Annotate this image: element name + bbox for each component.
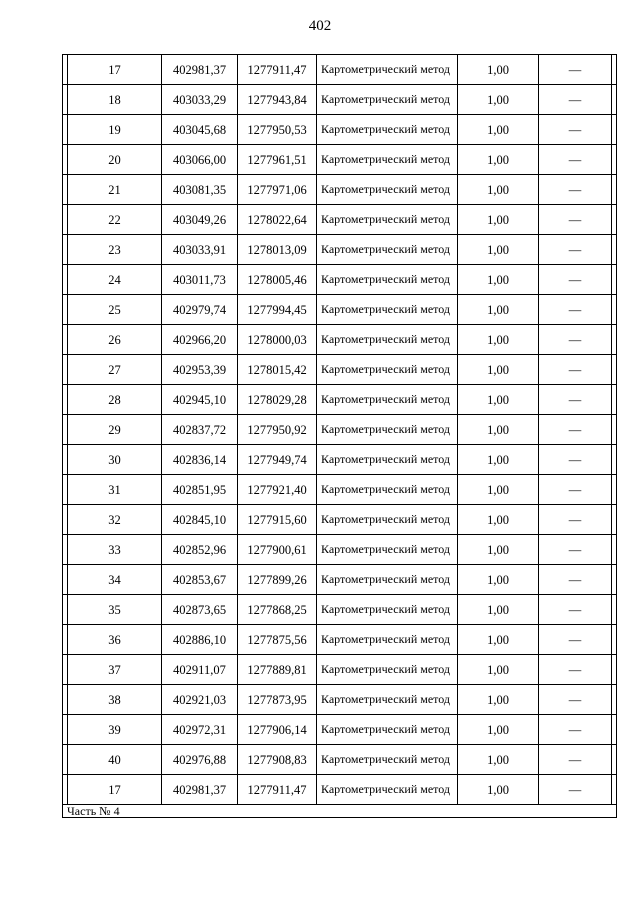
point-number-cell: 22 <box>68 205 162 235</box>
accuracy-cell: 1,00 <box>458 565 539 595</box>
accuracy-cell: 1,00 <box>458 325 539 355</box>
point-number-cell: 39 <box>68 715 162 745</box>
method-cell: Картометрический метод <box>317 445 458 475</box>
x-coordinate-cell: 402966,20 <box>162 325 238 355</box>
point-number-cell: 24 <box>68 265 162 295</box>
y-coordinate-cell: 1277971,06 <box>238 175 317 205</box>
accuracy-cell: 1,00 <box>458 385 539 415</box>
y-coordinate-cell: 1277950,53 <box>238 115 317 145</box>
y-coordinate-cell: 1277950,92 <box>238 415 317 445</box>
point-number-cell: 37 <box>68 655 162 685</box>
x-coordinate-cell: 402873,65 <box>162 595 238 625</box>
method-cell: Картометрический метод <box>317 295 458 325</box>
method-cell: Картометрический метод <box>317 115 458 145</box>
point-number-cell: 28 <box>68 385 162 415</box>
method-cell: Картометрический метод <box>317 205 458 235</box>
description-cell: — <box>539 355 612 385</box>
point-number-cell: 18 <box>68 85 162 115</box>
description-cell: — <box>539 445 612 475</box>
description-cell: — <box>539 625 612 655</box>
table-row <box>63 175 617 205</box>
x-coordinate-cell: 402837,72 <box>162 415 238 445</box>
y-coordinate-cell: 1277911,47 <box>238 55 317 85</box>
x-coordinate-cell: 402845,10 <box>162 505 238 535</box>
table-row <box>63 325 617 355</box>
x-coordinate-cell: 403049,26 <box>162 205 238 235</box>
x-coordinate-cell: 402981,37 <box>162 55 238 85</box>
accuracy-cell: 1,00 <box>458 595 539 625</box>
accuracy-cell: 1,00 <box>458 775 539 805</box>
table-row <box>63 715 617 745</box>
y-coordinate-cell: 1277908,83 <box>238 745 317 775</box>
description-cell: — <box>539 325 612 355</box>
y-coordinate-cell: 1278013,09 <box>238 235 317 265</box>
y-coordinate-cell: 1277915,60 <box>238 505 317 535</box>
y-coordinate-cell: 1278015,42 <box>238 355 317 385</box>
method-cell: Картометрический метод <box>317 265 458 295</box>
edge-cell <box>612 595 617 625</box>
edge-cell <box>612 325 617 355</box>
table-body <box>63 55 617 818</box>
point-number-cell: 33 <box>68 535 162 565</box>
edge-cell <box>612 385 617 415</box>
method-cell: Картометрический метод <box>317 535 458 565</box>
y-coordinate-cell: 1278000,03 <box>238 325 317 355</box>
accuracy-cell: 1,00 <box>458 445 539 475</box>
method-cell: Картометрический метод <box>317 595 458 625</box>
method-cell: Картометрический метод <box>317 655 458 685</box>
method-cell: Картометрический метод <box>317 325 458 355</box>
x-coordinate-cell: 402981,37 <box>162 775 238 805</box>
method-cell: Картометрический метод <box>317 625 458 655</box>
accuracy-cell: 1,00 <box>458 55 539 85</box>
edge-cell <box>612 55 617 85</box>
y-coordinate-cell: 1277906,14 <box>238 715 317 745</box>
x-coordinate-cell: 402852,96 <box>162 535 238 565</box>
y-coordinate-cell: 1277900,61 <box>238 535 317 565</box>
description-cell: — <box>539 745 612 775</box>
description-cell: — <box>539 115 612 145</box>
accuracy-cell: 1,00 <box>458 505 539 535</box>
description-cell: — <box>539 85 612 115</box>
table-row <box>63 295 617 325</box>
description-cell: — <box>539 295 612 325</box>
y-coordinate-cell: 1277911,47 <box>238 775 317 805</box>
edge-cell <box>612 175 617 205</box>
point-number-cell: 34 <box>68 565 162 595</box>
point-number-cell: 21 <box>68 175 162 205</box>
edge-cell <box>612 745 617 775</box>
x-coordinate-cell: 403011,73 <box>162 265 238 295</box>
x-coordinate-cell: 402945,10 <box>162 385 238 415</box>
x-coordinate-cell: 402921,03 <box>162 685 238 715</box>
description-cell: — <box>539 475 612 505</box>
description-cell: — <box>539 685 612 715</box>
y-coordinate-cell: 1277961,51 <box>238 145 317 175</box>
point-number-cell: 35 <box>68 595 162 625</box>
table-row <box>63 265 617 295</box>
y-coordinate-cell: 1277921,40 <box>238 475 317 505</box>
y-coordinate-cell: 1277943,84 <box>238 85 317 115</box>
edge-cell <box>612 85 617 115</box>
edge-cell <box>612 565 617 595</box>
point-number-cell: 32 <box>68 505 162 535</box>
table-row <box>63 145 617 175</box>
accuracy-cell: 1,00 <box>458 475 539 505</box>
x-coordinate-cell: 402972,31 <box>162 715 238 745</box>
x-coordinate-cell: 402979,74 <box>162 295 238 325</box>
method-cell: Картометрический метод <box>317 85 458 115</box>
point-number-cell: 20 <box>68 145 162 175</box>
description-cell: — <box>539 565 612 595</box>
accuracy-cell: 1,00 <box>458 175 539 205</box>
description-cell: — <box>539 595 612 625</box>
edge-cell <box>612 505 617 535</box>
edge-cell <box>612 715 617 745</box>
accuracy-cell: 1,00 <box>458 745 539 775</box>
table-row <box>63 505 617 535</box>
table-row <box>63 595 617 625</box>
x-coordinate-cell: 402911,07 <box>162 655 238 685</box>
y-coordinate-cell: 1277949,74 <box>238 445 317 475</box>
method-cell: Картометрический метод <box>317 145 458 175</box>
accuracy-cell: 1,00 <box>458 715 539 745</box>
method-cell: Картометрический метод <box>317 775 458 805</box>
accuracy-cell: 1,00 <box>458 265 539 295</box>
description-cell: — <box>539 205 612 235</box>
point-number-cell: 25 <box>68 295 162 325</box>
description-cell: — <box>539 535 612 565</box>
y-coordinate-cell: 1277875,56 <box>238 625 317 655</box>
method-cell: Картометрический метод <box>317 415 458 445</box>
table-row <box>63 625 617 655</box>
accuracy-cell: 1,00 <box>458 85 539 115</box>
method-cell: Картометрический метод <box>317 565 458 595</box>
y-coordinate-cell: 1277899,26 <box>238 565 317 595</box>
table-row <box>63 55 617 85</box>
description-cell: — <box>539 175 612 205</box>
table-row <box>63 235 617 265</box>
edge-cell <box>612 535 617 565</box>
edge-cell <box>612 625 617 655</box>
x-coordinate-cell: 402853,67 <box>162 565 238 595</box>
x-coordinate-cell: 403033,91 <box>162 235 238 265</box>
description-cell: — <box>539 505 612 535</box>
table-row <box>63 385 617 415</box>
edge-cell <box>612 685 617 715</box>
accuracy-cell: 1,00 <box>458 415 539 445</box>
edge-cell <box>612 295 617 325</box>
x-coordinate-cell: 403045,68 <box>162 115 238 145</box>
edge-cell <box>612 415 617 445</box>
y-coordinate-cell: 1277994,45 <box>238 295 317 325</box>
part-label: Часть № 4 <box>63 805 617 818</box>
table-row <box>63 415 617 445</box>
table-row <box>63 565 617 595</box>
description-cell: — <box>539 145 612 175</box>
accuracy-cell: 1,00 <box>458 145 539 175</box>
x-coordinate-cell: 402851,95 <box>162 475 238 505</box>
description-cell: — <box>539 655 612 685</box>
table-row <box>63 685 617 715</box>
table-row <box>63 445 617 475</box>
x-coordinate-cell: 403066,00 <box>162 145 238 175</box>
description-cell: — <box>539 385 612 415</box>
accuracy-cell: 1,00 <box>458 655 539 685</box>
method-cell: Картометрический метод <box>317 175 458 205</box>
edge-cell <box>612 475 617 505</box>
method-cell: Картометрический метод <box>317 715 458 745</box>
edge-cell <box>612 655 617 685</box>
point-number-cell: 29 <box>68 415 162 445</box>
accuracy-cell: 1,00 <box>458 625 539 655</box>
method-cell: Картометрический метод <box>317 355 458 385</box>
description-cell: — <box>539 775 612 805</box>
method-cell: Картометрический метод <box>317 235 458 265</box>
y-coordinate-cell: 1277889,81 <box>238 655 317 685</box>
y-coordinate-cell: 1278022,64 <box>238 205 317 235</box>
point-number-cell: 19 <box>68 115 162 145</box>
edge-cell <box>612 235 617 265</box>
x-coordinate-cell: 402953,39 <box>162 355 238 385</box>
accuracy-cell: 1,00 <box>458 355 539 385</box>
y-coordinate-cell: 1278029,28 <box>238 385 317 415</box>
point-number-cell: 27 <box>68 355 162 385</box>
x-coordinate-cell: 402836,14 <box>162 445 238 475</box>
point-number-cell: 31 <box>68 475 162 505</box>
description-cell: — <box>539 55 612 85</box>
point-number-cell: 26 <box>68 325 162 355</box>
accuracy-cell: 1,00 <box>458 535 539 565</box>
table-row <box>63 775 617 805</box>
table-row <box>63 85 617 115</box>
point-number-cell: 17 <box>68 55 162 85</box>
method-cell: Картометрический метод <box>317 55 458 85</box>
edge-cell <box>612 445 617 475</box>
accuracy-cell: 1,00 <box>458 295 539 325</box>
table-row <box>63 655 617 685</box>
point-number-cell: 38 <box>68 685 162 715</box>
description-cell: — <box>539 265 612 295</box>
point-number-cell: 23 <box>68 235 162 265</box>
method-cell: Картометрический метод <box>317 385 458 415</box>
y-coordinate-cell: 1278005,46 <box>238 265 317 295</box>
edge-cell <box>612 115 617 145</box>
table-row <box>63 355 617 385</box>
table-row <box>63 475 617 505</box>
accuracy-cell: 1,00 <box>458 685 539 715</box>
x-coordinate-cell: 402886,10 <box>162 625 238 655</box>
page-number: 402 <box>308 18 332 34</box>
description-cell: — <box>539 715 612 745</box>
description-cell: — <box>539 235 612 265</box>
edge-cell <box>612 145 617 175</box>
table-row <box>63 745 617 775</box>
description-cell: — <box>539 415 612 445</box>
x-coordinate-cell: 403081,35 <box>162 175 238 205</box>
method-cell: Картометрический метод <box>317 475 458 505</box>
accuracy-cell: 1,00 <box>458 235 539 265</box>
point-number-cell: 36 <box>68 625 162 655</box>
edge-cell <box>612 355 617 385</box>
method-cell: Картометрический метод <box>317 745 458 775</box>
table-row <box>63 535 617 565</box>
accuracy-cell: 1,00 <box>458 115 539 145</box>
method-cell: Картометрический метод <box>317 505 458 535</box>
edge-cell <box>612 265 617 295</box>
x-coordinate-cell: 402976,88 <box>162 745 238 775</box>
edge-cell <box>612 775 617 805</box>
point-number-cell: 30 <box>68 445 162 475</box>
edge-cell <box>612 205 617 235</box>
y-coordinate-cell: 1277868,25 <box>238 595 317 625</box>
y-coordinate-cell: 1277873,95 <box>238 685 317 715</box>
table-row <box>63 115 617 145</box>
table-row <box>63 205 617 235</box>
method-cell: Картометрический метод <box>317 685 458 715</box>
accuracy-cell: 1,00 <box>458 205 539 235</box>
point-number-cell: 40 <box>68 745 162 775</box>
coordinates-table <box>62 54 617 818</box>
x-coordinate-cell: 403033,29 <box>162 85 238 115</box>
point-number-cell: 17 <box>68 775 162 805</box>
table-footer-row <box>63 805 617 818</box>
